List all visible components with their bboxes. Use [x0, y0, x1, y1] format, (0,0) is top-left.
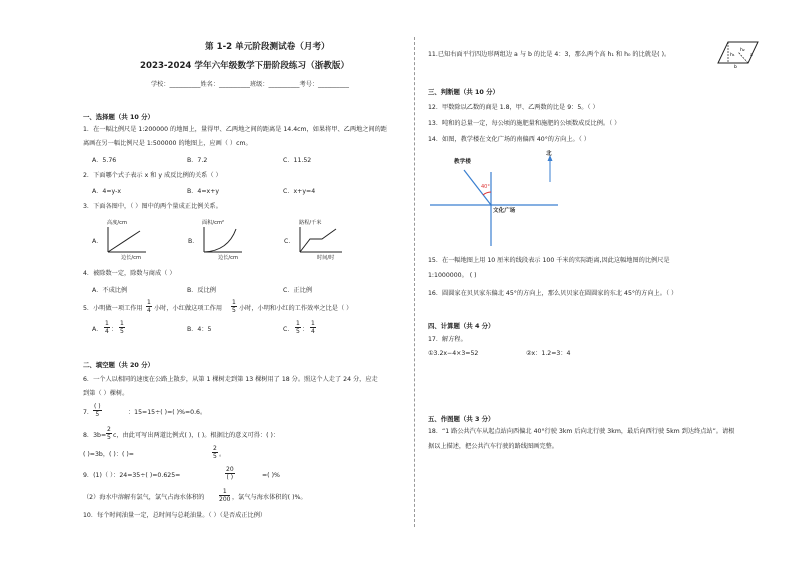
q3-option-b[interactable]: B． [188, 238, 199, 245]
map-label-square: 文化广场 [493, 208, 516, 214]
q2-option-c[interactable]: C．x+y=4 [283, 188, 316, 195]
question-9-part2-end: ，氯气与海水体积的( )%。 [232, 494, 307, 501]
graph-c-ylabel: 路程/千米 [299, 220, 322, 226]
question-7-rest: ：15=15÷( )=( )%=0.6。 [128, 409, 207, 416]
parallelogram-figure [706, 38, 760, 68]
svg-text:a: a [750, 53, 753, 58]
map-label-north: 北 [546, 151, 552, 157]
question-7-number: 7． [83, 409, 94, 416]
q5-option-c-frac2: $\frac{1}{4}$ [311, 320, 315, 335]
graph-b-xlabel: 边长/cm [218, 255, 239, 261]
q2-option-a[interactable]: A．4=y-x [92, 188, 121, 195]
question-2: 2．下面哪个式子表示 x 和 y 成反比例的关系（ ） [83, 172, 222, 179]
q5-option-c-frac1: $\frac{1}{5}$ [296, 320, 300, 335]
q4-option-b[interactable]: B．反比例 [187, 287, 216, 294]
q5-option-c-colon: ： [302, 326, 309, 333]
question-15-line2: 1:1000000。 ( ) [428, 272, 477, 279]
map-label-angle: 40° [481, 184, 490, 190]
question-1-line1: 1．在一幅比例尺是 1:200000 的地图上，量得甲、乙两地之间的距离是 14.4cm，如果将甲、乙两地之间的距 [83, 126, 387, 133]
question-5-part3: 小时，小明和小红的工作效率之比是（ ） [239, 305, 353, 312]
q5-option-c[interactable]: C． [283, 326, 294, 333]
question-4: 4．被除数一定，除数与商成（ ） [83, 270, 176, 277]
question-10: 10．每个时间油量一定，总时间与总耗油量。（ ）（是否成正比例） [83, 512, 267, 519]
question-8-start: 8．3b= [83, 432, 107, 439]
q7-fraction: ( ) 5 [94, 403, 101, 418]
q8-fraction: $\frac{2}{5}$ [107, 426, 111, 441]
question-14: 14．如图，教学楼在文化广场的南偏西 40°的方向上。（ ） [428, 136, 590, 143]
q8-fraction-2: $\frac{2}{5}$ [213, 445, 217, 460]
svg-text:h₂: h₂ [740, 48, 745, 53]
graph-a-xlabel: 边长/cm [121, 255, 142, 261]
question-18-line2: 据以上描述，把公共汽车行驶的路线图画完整。 [428, 443, 558, 450]
question-13: 13．吨和的总量一定，每公顷的施肥量和施肥的公顷数成反比例。（ ） [428, 120, 621, 127]
exam-title: 第 1-2 单元阶段测试卷（月考） [205, 42, 330, 52]
q1-option-c[interactable]: C．11.52 [283, 157, 312, 164]
question-16: 16．圆圆家在贝贝家东偏北 45°的方向上，那么贝贝家在圆圆家的东北 45°的方向上。（ ） [428, 290, 678, 297]
direction-map [428, 150, 563, 250]
graph-a-ylabel: 高度/cm [107, 220, 128, 226]
graph-c-xlabel: 时间/时 [317, 255, 335, 261]
map-label-building: 教学楼 [454, 159, 471, 165]
q5-fraction-1: $\frac{1}{4}$ [147, 299, 151, 314]
q5-option-a-colon: ： [111, 326, 118, 333]
q9-fraction: 20 ( ) [226, 466, 234, 481]
section-2-heading: 二、填空题（共 20 分） [83, 361, 154, 369]
graph-b-ylabel: 面积/cm² [202, 220, 225, 226]
question-1-line2: 离画在另一幅比例尺是 1:500000 的地图上，应画（ ）cm。 [83, 140, 252, 147]
q5-option-b[interactable]: B．4：5 [187, 326, 212, 333]
question-17: 17．解方程。 [428, 336, 467, 343]
svg-text:b: b [734, 65, 737, 68]
column-divider [414, 37, 415, 527]
question-8-rest: c，由此可写出两道比例式( )，( )。根据比的意义可得：( )： [113, 432, 280, 439]
q5-option-a-frac1: $\frac{1}{4}$ [105, 320, 109, 335]
q9-fraction-2: $\frac{1}{200}$ [219, 488, 231, 503]
question-8-line2: ( )=3b，( )：( )= [83, 451, 134, 458]
question-12: 12．甲数除以乙数的商是 1.8，甲、乙两数的比是 9：5。（ ） [428, 104, 599, 111]
svg-text:h₁: h₁ [730, 53, 735, 58]
q4-option-c[interactable]: C．正比例 [283, 287, 313, 294]
graph-c-plot [296, 225, 344, 255]
question-9-part2: （2）海水中溶解有氯气，氯气占海水体积的 [83, 494, 205, 501]
q1-option-b[interactable]: B．7.2 [187, 157, 208, 164]
q3-option-a[interactable]: A． [92, 238, 103, 245]
question-6-line2: 到第（ ）棵树。 [83, 390, 129, 397]
question-18-line1: 18．“1 路公共汽车从起点站向西偏北 40°行驶 3km 后向北行驶 3km，最后向西行驶 5km 到达终点站”。请根 [428, 428, 735, 435]
graph-a-plot [104, 225, 148, 255]
question-8-end: 。 [219, 451, 226, 458]
exam-subtitle: 2023-2024 学年六年级数学下册阶段练习（浙教版） [140, 61, 350, 71]
q4-option-a[interactable]: A．不成比例 [92, 287, 128, 294]
graph-b-plot [200, 225, 244, 255]
question-15-line1: 15．在一幅地图上用 10 厘米的线段表示 100 千米的实际距离,因此这幅地图的比例尺是 [428, 257, 670, 264]
question-9-part1-end: =( )% [262, 472, 280, 479]
question-11: 11.已知右面平行四边形两组边 a 与 b 的比是 4：3，那么两个高 h₁ 和 h₀ 的比就是( )。 [428, 51, 671, 58]
question-5-part1: 5．小明做一项工作用 [83, 305, 143, 312]
section-4-heading: 四、计算题（共 4 分） [428, 322, 495, 330]
equation-2: ②x：1.2=3：4 [526, 350, 571, 357]
q1-option-a[interactable]: A．5.76 [92, 157, 117, 164]
section-5-heading: 五、作图题（共 3 分） [428, 415, 495, 423]
q2-option-b[interactable]: B．4=x+y [187, 188, 220, 195]
student-info-line: 学校：__________姓名：__________班级：__________考号：__________ [151, 81, 349, 88]
section-3-heading: 三、判断题（共 10 分） [428, 88, 499, 96]
q5-option-a-frac2: $\frac{1}{5}$ [120, 320, 124, 335]
q5-option-a[interactable]: A． [92, 326, 103, 333]
question-6-line1: 6．一个人以相同的速度在公路上散步，从第 1 棵树走到第 13 棵树用了 18 分。照这个人走了 24 分，应走 [83, 376, 378, 383]
equation-1: ①3.2x−4×3=52 [428, 350, 479, 357]
q3-option-c[interactable]: C． [284, 238, 295, 245]
question-3: 3．下面各图中，（ ）图中的两个量成正比例关系。 [83, 203, 222, 210]
section-1-heading: 一、选择题（共 10 分） [83, 113, 154, 121]
q5-fraction-2: $\frac{1}{5}$ [232, 299, 236, 314]
question-5-part2: 小时，小红做这项工作用 [154, 305, 223, 312]
question-9-part1: 9．(1)（ ）：24=35÷( )=0.625= [83, 472, 181, 479]
